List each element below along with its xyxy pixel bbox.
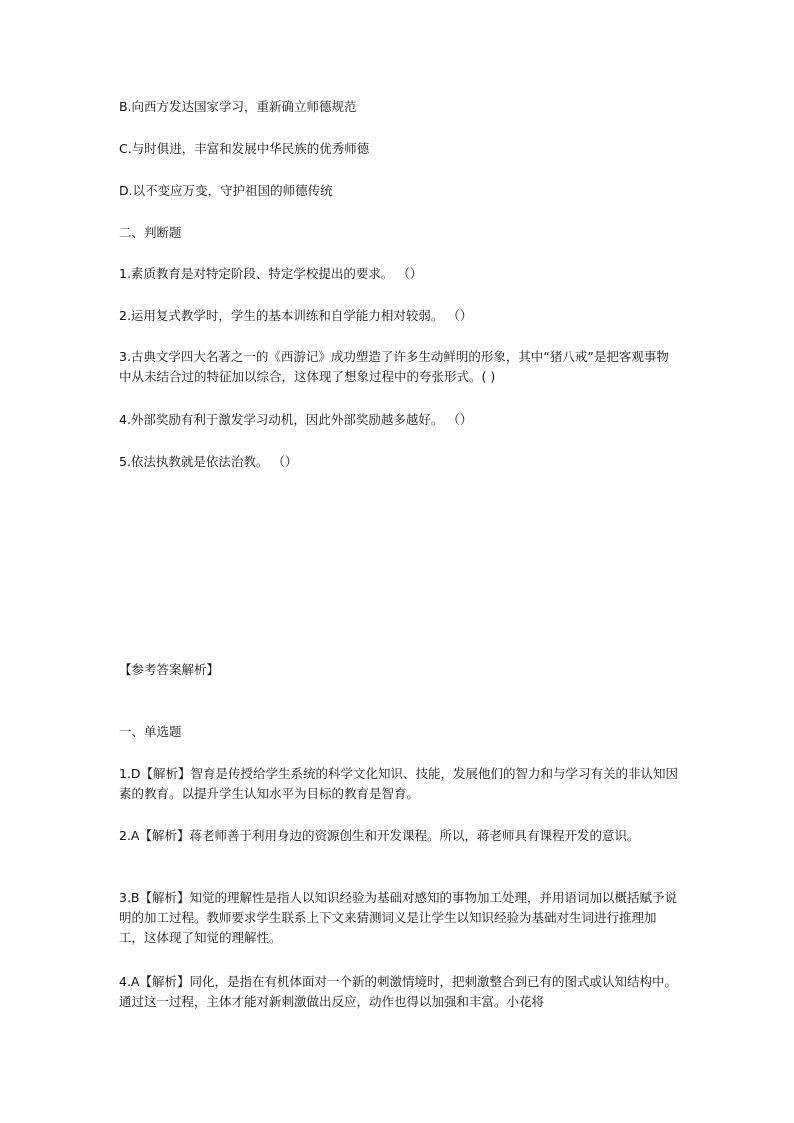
judgment-item-1: 1.素质教育是对特定阶段、特定学校提出的要求。 （） [119,266,423,281]
judgment-item-3: 3.古典文学四大名著之一的《西游记》成功塑造了许多生动鲜明的形象，其中“猪八戒”是把客观事物中从未结合过的特征加以综合，这体现了想象过程中的夸张形式。( ) [119,349,669,384]
option-c: C.与时俱进，丰富和发展中华民族的优秀师德 [119,141,370,156]
option-b: B.向西方发达国家学习，重新确立师德规范 [119,99,357,114]
option-d: D.以不变应万变，守护祖国的师德传统 [119,183,333,198]
section-title-single-choice: 一、单选题 [119,724,182,739]
judgment-item-2: 2.运用复式教学时，学生的基本训练和自学能力相对较弱。 （） [119,308,473,323]
answer-item-4: 4.A【解析】同化，是指在有机体面对一个新的刺激情境时，把刺激整合到已有的图式或认知结构中。通过这一过程，主体才能对新刺激做出反应，动作也得以加强和丰富。小花将 [119,974,677,1009]
section-title-judgment: 二、判断题 [119,225,182,240]
answer-heading: 【参考答案解析】 [119,662,220,677]
judgment-item-5: 5.依法执教就是依法治教。 （） [119,454,298,469]
answer-item-2: 2.A【解析】蒋老师善于利用身边的资源创生和开发课程。所以，蒋老师具有课程开发的意识。 [119,828,640,843]
answer-item-3: 3.B【解析】知觉的理解性是指人以知识经验为基础对感知的事物加工处理，并用语词加以概括赋予说明的加工过程。教师要求学生联系上下文来猜测词义是让学生以知识经验为基础对生词进行推理加工，这体现了知觉的理解性。 [119,890,678,945]
judgment-item-4: 4.外部奖励有利于激发学习动机，因此外部奖励越多越好。 （） [119,412,473,427]
answer-item-1: 1.D【解析】智育是传授给学生系统的科学文化知识、技能，发展他们的智力和与学习有关的非认知因素的教育。以提升学生认知水平为目标的教育是智育。 [119,766,679,801]
